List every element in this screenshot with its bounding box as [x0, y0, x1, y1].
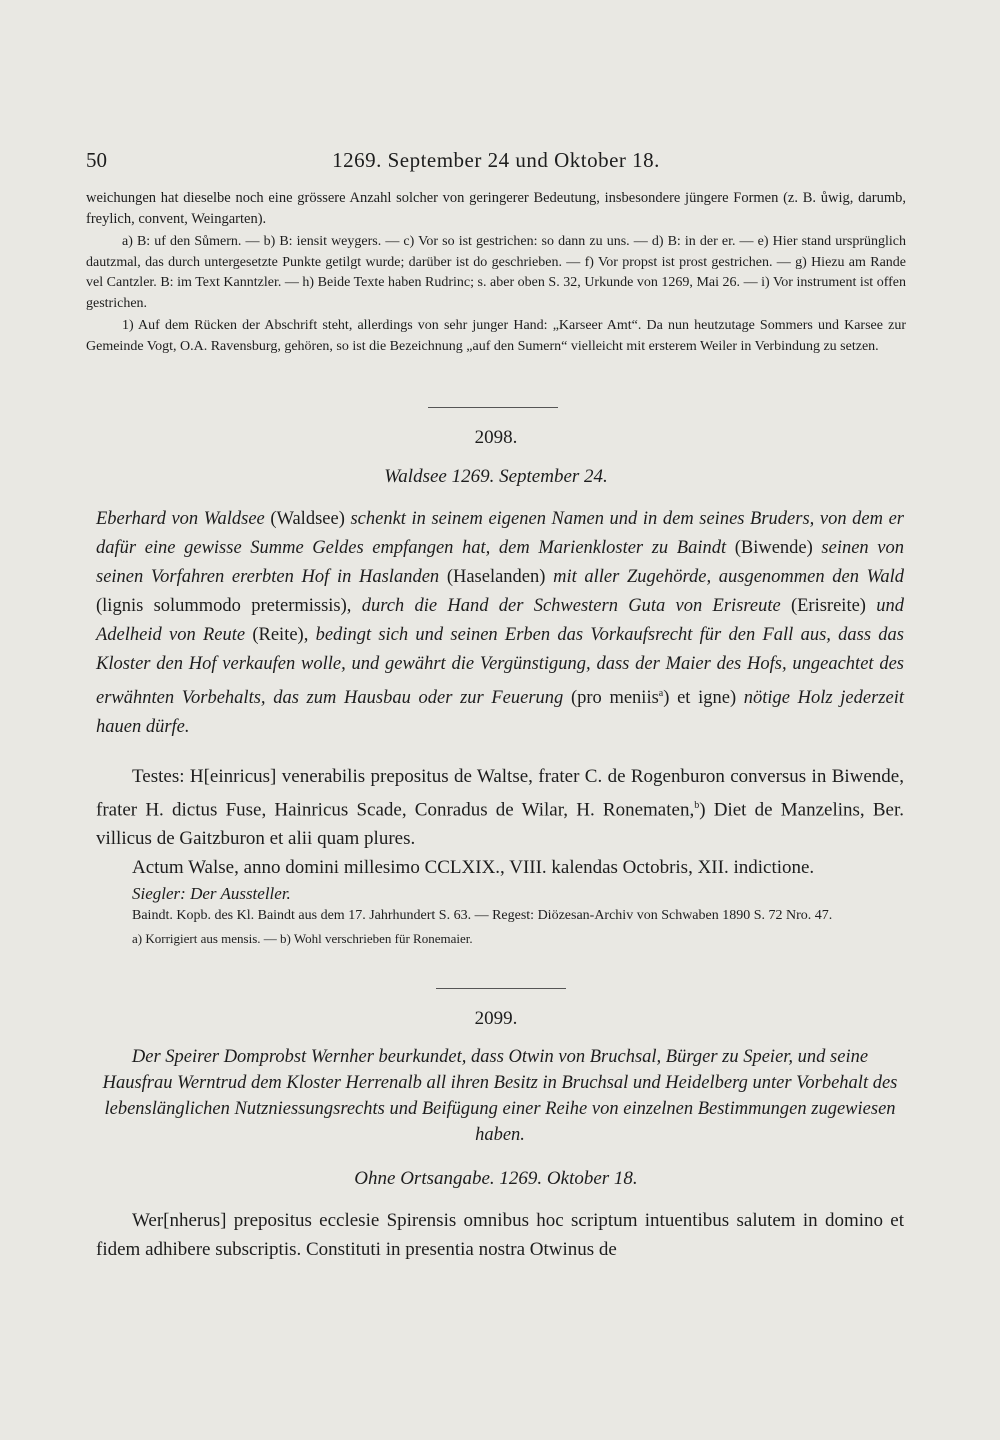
- divider-rule: [436, 988, 566, 989]
- footnote-paragraph: 1) Auf dem Rücken der Abschrift steht, allerdings von sehr junger Hand: „Karseer Amt“. Da nun heutzutage Sommers und Karsee zur Gemeinde Vogt, O.A. Ravensburg, gehören, so ist die Bezeichnung „auf den Sumern“ vielleicht mit ersterem Weiler in Verbindung zu setzen.: [86, 318, 906, 354]
- summary-roman-text: ) et igne): [663, 688, 744, 709]
- source-reference: Baindt. Kopb. des Kl. Baindt aus dem 17. Jahrhundert S. 63. — Regest: Diözesan-Archiv von Schwaben 1890 S. 72 Nro. 47.: [132, 908, 833, 923]
- summary-roman-text: (Haselanden): [439, 567, 554, 587]
- actum-paragraph: Actum Walse, anno domini millesimo CCLXIX., VIII. kalendas Octobris, XII. indictione.: [132, 857, 815, 879]
- summary-italic-text: durch die Hand der Schwestern Guta von Erisreute: [361, 596, 781, 616]
- document-place-date: Waldsee 1269. September 24.: [384, 466, 608, 487]
- footnotes: a) Korrigiert aus mensis. — b) Wohl verschrieben für Ronemaier.: [132, 930, 473, 946]
- testes-paragraph: [96, 762, 904, 853]
- footnotes-previous-document: [86, 188, 906, 357]
- text-paragraph: Wer[nherus] prepositus ecclesie Spirensis omnibus hoc scriptum intuentibus salutem in domino et fidem adhibere subscriptis. Constituti in presentia nostra Otwinus de: [96, 1210, 904, 1260]
- summary-italic-text: bedingt sich und seinen Erben das Vorkaufsrecht für den Fall aus, dass das Kloster den Hof verkaufen wolle, und gewährt die Vergünstigung, dass der Maier des Hofs, ungeachtet des erwähnten Vorbehalts, das zum Hausbau oder zur Feuerung: [96, 625, 904, 709]
- document-place-date: Ohne Ortsangabe. 1269. Oktober 18.: [354, 1168, 638, 1189]
- summary-italic-text: schenkt in seinem eigenen Namen und in dem seines Bruders, von dem er dafür eine gewisse Summe Geldes empfangen hat, dem Marienkloster zu Baindt: [96, 509, 904, 558]
- footnote-paragraph: a) B: uf den Sůmern. — b) B: iensit weygers. — c) Vor so ist gestrichen: so dann zu uns. — d) B: in der er. — e) Hier stand ursprünglich dautzmal, das durch untergesetzte Punkte getilgt wurde; darüber ist do geschrieben. — f) Vor propst ist prost gestrichen. — g) Hiezu am Rande vel Cantzler. B: im Text Kanntzler. — h) Beide Texte haben Rudrinc; s. aber oben S. 32, Urkunde von 1269, Mai 26. — i) Vor instrument ist offen gestrichen.: [86, 234, 906, 311]
- document-text: [96, 762, 904, 906]
- footnote-paragraph: weichungen hat dieselbe noch eine grössere Anzahl solcher von geringerer Bedeutung, insbesondere jüngere Formen (z. B. ůwig, darumb, freylich, convent, Weingarten).: [86, 190, 906, 227]
- summary-roman-text: (Reite),: [245, 625, 316, 645]
- testes-text: Testes: H[einricus] venerabilis prepositus de Waltse, frater C. de Rogenburon conversus in Biwende, frater H. dictus Fuse, Hainricus Scade, Conradus de Wilar, H. Ronematen,: [96, 766, 904, 821]
- summary-italic-text: Eberhard von Waldsee: [96, 509, 265, 529]
- summary-roman-text: (Biwende): [726, 538, 822, 558]
- testes-text-end: ) Diet de Manzelins, Ber. villicus de Gaitzburon et alii quam plures.: [96, 799, 904, 850]
- document-apparatus: [96, 906, 904, 949]
- document-summary: [96, 505, 904, 742]
- footnote-marker: b: [694, 800, 700, 811]
- siegler-line: Siegler: Der Aussteller.: [132, 884, 291, 904]
- summary-italic-text: mit aller Zugehörde, ausgenommen den Wald: [553, 567, 904, 587]
- page-number: 50: [86, 148, 107, 172]
- footnote-marker: a: [658, 688, 664, 699]
- page-header: [86, 148, 906, 178]
- summary-roman-text: (Waldsee): [264, 509, 351, 529]
- summary-roman-text: (pro meniis: [563, 688, 659, 709]
- document-number: 2099.: [474, 1008, 518, 1029]
- document-number: 2098.: [474, 427, 518, 448]
- divider-rule: [428, 407, 558, 408]
- summary-italic-text: und Adelheid von Reute: [96, 596, 904, 645]
- summary-roman-text: (lignis solummodo pretermissis),: [96, 596, 362, 616]
- summary-roman-text: (Erisreite): [780, 596, 877, 616]
- document-summary: Der Speirer Domprobst Wernher beurkundet, dass Otwin von Bruchsal, Bürger zu Speier, und seine Hausfrau Werntrud dem Kloster Herrenalb all ihren Besitz in Bruchsal und Heidelberg unter Vorbehalt des lebenslänglichen Nutzniessungsrechts und Beifügung einer Reihe von einzelnen Bestimmungen zugewiesen haben.: [102, 1047, 898, 1145]
- summary-italic-text: nötige Holz jederzeit hauen dürfe.: [96, 688, 904, 738]
- summary-italic-text: seinen von seinen Vorfahren ererbten Hof in Haslanden: [96, 538, 904, 587]
- running-head: 1269. September 24 und Oktober 18.: [332, 148, 660, 172]
- document-text: [96, 1206, 904, 1264]
